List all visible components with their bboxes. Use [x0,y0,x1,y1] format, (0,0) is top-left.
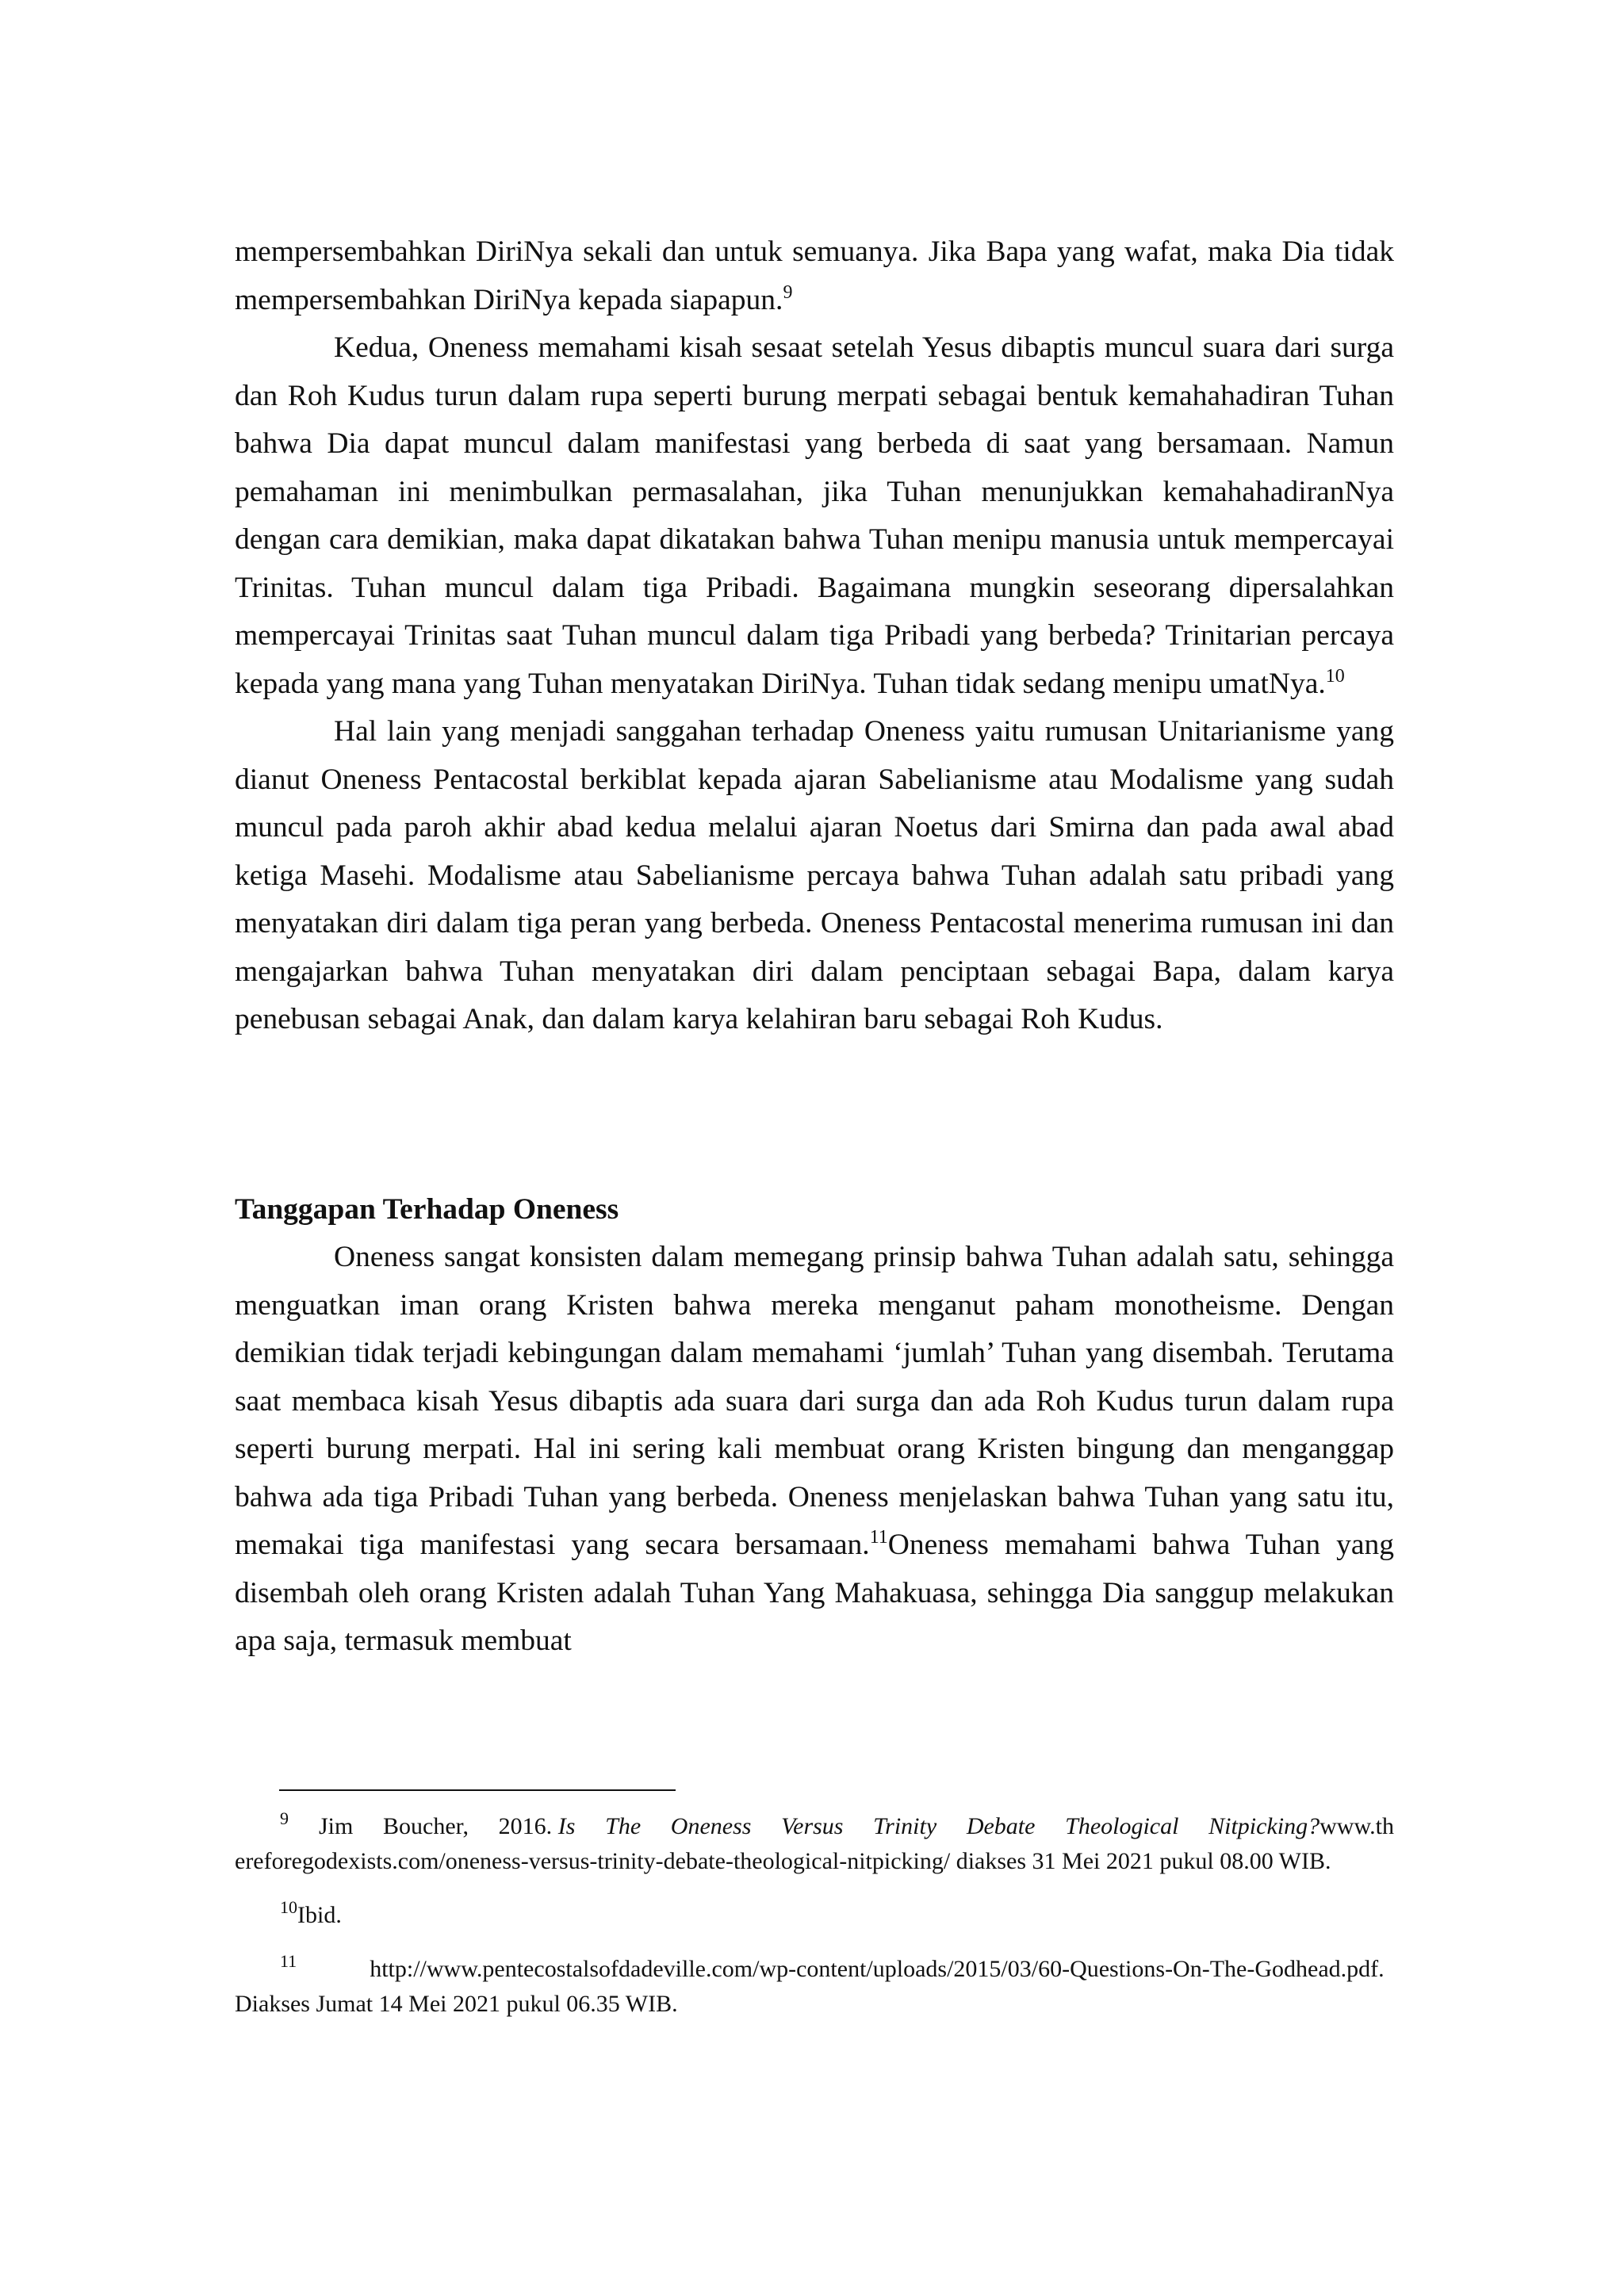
footnote-title: Is The Oneness Versus Trinity Debate Theological Nitpicking? [557,1813,1320,1839]
paragraph-text: Kedua, Oneness memahami kisah sesaat setelah Yesus dibaptis muncul suara dari surga dan Roh Kudus turun dalam rupa seperti burung merpati sebagai bentuk kemahahadiran Tuhan bahwa Dia dapat muncul dalam manifestasi yang berbeda di saat yang bersamaan. Namun pemahaman ini menimbulkan permasalahan, jika Tuhan menunjukkan kemahahadiranNya dengan cara demikian, maka dapat dikatakan bahwa Tuhan menipu manusia untuk mempercayai Trinitas. Tuhan muncul dalam tiga Pribadi. Bagaimana mungkin seseorang dipersalahkan mempercayai Trinitas saat Tuhan muncul dalam tiga Pribadi yang berbeda? Trinitarian percaya kepada yang mana yang Tuhan menyatakan DiriNya. Tuhan tidak sedang menipu umatNya. [235,331,1394,700]
footnote-source[interactable]: http://www.pentecostalsofdadeville.com/wp-content/uploads/2015/03/60-Questions-On-The-Godhead.pdf. Diakses Jumat 14 Mei 2021 pukul 06.35 WIB. [235,1956,1385,2017]
paragraph-kedua [235,324,1394,708]
footnote-ref-10[interactable]: 10 [1325,665,1345,687]
footnote-9 [235,1809,1394,1879]
paragraph-text: Hal lain yang menjadi sanggahan terhadap Oneness yaitu rumusan Unitarianisme yang dianut Oneness Pentacostal berkiblat kepada ajaran Sabelianisme atau Modalisme yang sudah muncul pada paroh akhir abad kedua melalui ajaran Noetus dari Smirna dan pada awal abad ketiga Masehi. Modalisme atau Sabelianisme percaya bahwa Tuhan adalah satu pribadi yang menyatakan diri dalam tiga peran yang berbeda. Oneness Pentacostal menerima rumusan ini dan mengajarkan bahwa Tuhan menyatakan diri dalam penciptaan sebagai Bapa, dalam karya penebusan sebagai Anak, dan dalam karya kelahiran baru sebagai Roh Kudus. [235,715,1394,1035]
paragraph-text: Oneness sangat konsisten dalam memegang prinsip bahwa Tuhan adalah satu, sehingga menguatkan iman orang Kristen bahwa mereka menganut paham monotheisme. Dengan demikian tidak terjadi kebingungan dalam memahami ‘jumlah’ Tuhan yang disembah. Terutama saat membaca kisah Yesus dibaptis ada suara dari surga dan ada Roh Kudus turun dalam rupa seperti burung merpati. Hal ini sering kali membuat orang Kristen bingung dan menganggap bahwa ada tiga Pribadi Tuhan yang berbeda. Oneness menjelaskan bahwa Tuhan yang satu itu, memakai tiga manifestasi yang secara bersamaan. [235,1241,1394,1561]
footnote-11 [235,1952,1394,2022]
footnote-author: Jim Boucher, 2016. [319,1813,553,1839]
section-spacer [235,1044,1394,1186]
paragraph-hal-lain [235,708,1394,1044]
paragraph-text-continued: Oneness memahami bahwa Tuhan yang disembah oleh orang Kristen adalah Tuhan Yang Mahakuasa, sehingga Dia sanggup melakukan apa saja, termasuk membuat [235,1529,1395,1657]
page-body [235,228,1394,1666]
footnote-mark: 9 [280,1808,289,1828]
footnote-mark: 10 [280,1897,297,1917]
paragraph-tanggapan [235,1234,1394,1666]
paragraph-continuation [235,228,1394,324]
footnote-mark: 11 [280,1951,297,1971]
footnote-source[interactable]: www.thereforegodexists.com/oneness-versus-trinity-debate-theological-nitpicking/ diakses 31 Mei 2021 pukul 08.00 WIB. [235,1813,1394,1874]
footnote-ref-9[interactable]: 9 [783,281,793,303]
paragraph-text: mempersembahkan DiriNya sekali dan untuk semuanya. Jika Bapa yang wafat, maka Dia tidak mempersembahkan DiriNya kepada siapapun. [235,235,1394,316]
footnote-10 [235,1898,1394,1933]
footnote-ref-11[interactable]: 11 [869,1527,888,1548]
footnote-separator [279,1789,676,1791]
section-heading: Tanggapan Terhadap Oneness [235,1192,619,1226]
footnote-text: Ibid. [297,1902,342,1928]
footnotes [235,1809,1394,2041]
